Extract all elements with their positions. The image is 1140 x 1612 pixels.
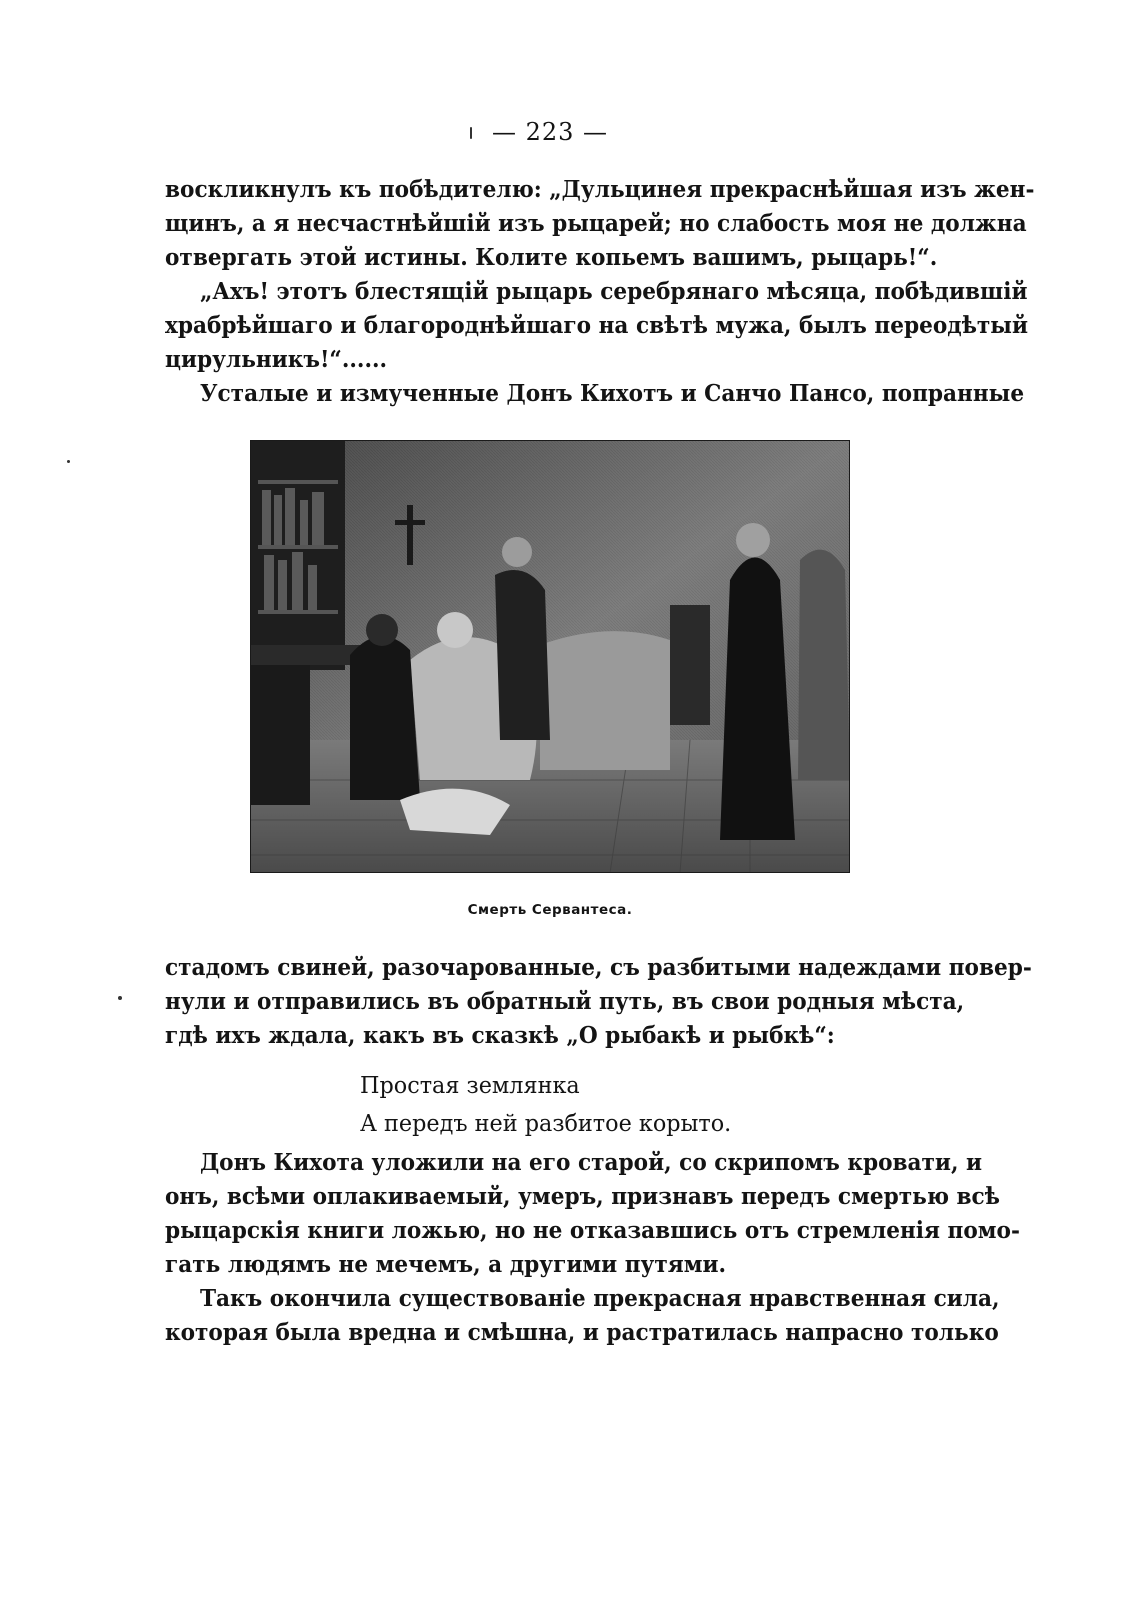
text-block-top [165,172,1035,410]
poem-quote [360,1066,731,1142]
text-line: отвергать этой истины. Колите копьемъ вашимъ, рыцарь!“. [165,243,938,271]
woman-standing [495,570,550,740]
page-number-value: 223 [525,118,575,146]
text-line: „Ахъ! этотъ блестящій рыцарь серебрянаго мѣсяца, побѣдившій [199,277,1028,305]
print-speck [67,460,70,463]
chair [670,605,710,725]
illustration-caption: Смерть Сервантеса. [467,902,633,918]
text-line: цирульникъ!“...... [165,345,388,373]
seated-figure [350,636,420,800]
poem-line: Простая землянка [360,1071,580,1099]
text-line: которая была вредна и смѣшна, и растратилась напрасно только [165,1318,999,1346]
text-line: щинъ, а я несчастнѣйшій изъ рыцарей; но слабость моя не должна [165,209,1027,237]
text-line: Донъ Кихота уложили на его старой, со скрипомъ кровати, и [199,1148,983,1176]
monk-figure [798,550,850,780]
text-line: нули и отправились въ обратный путь, въ свои родныя мѣста, [165,987,965,1015]
text-line: Усталые и измученные Донъ Кихотъ и Санчо Пансо, попранные [199,379,1025,407]
bookshelf [250,440,345,670]
page-number: — 223 — [491,118,609,146]
text-block-bottom [165,1145,1020,1349]
text-block-middle [165,950,1032,1052]
print-speck [470,127,472,139]
dying-man-head [437,612,473,648]
text-line: онъ, всѣми оплакиваемый, умеръ, признавъ передъ смертью всѣ [165,1182,1000,1210]
illustration-death-of-cervantes [250,440,850,873]
print-speck [118,996,122,1000]
text-line: стадомъ свиней, разочарованные, съ разбитыми надеждами повер- [165,953,1032,981]
text-line: храбрѣйшаго и благороднѣйшаго на свѣтѣ мужа, былъ переодѣтый [165,311,1029,339]
text-line: гать людямъ не мечемъ, а другими путями. [165,1250,727,1278]
poem-line: А передъ ней разбитое корыто. [360,1109,732,1137]
bed [540,631,670,770]
text-line: воскликнулъ къ побѣдителю: „Дульцинея прекраснѣйшая изъ жен- [165,175,1035,203]
text-line: гдѣ ихъ ждала, какъ въ сказкѣ „О рыбакѣ и рыбкѣ“: [165,1021,835,1049]
text-line: Такъ окончила существованіе прекрасная нравственная сила, [199,1284,1000,1312]
text-line: рыцарскія книги ложью, но не отказавшись отъ стремленія помо- [165,1216,1020,1244]
